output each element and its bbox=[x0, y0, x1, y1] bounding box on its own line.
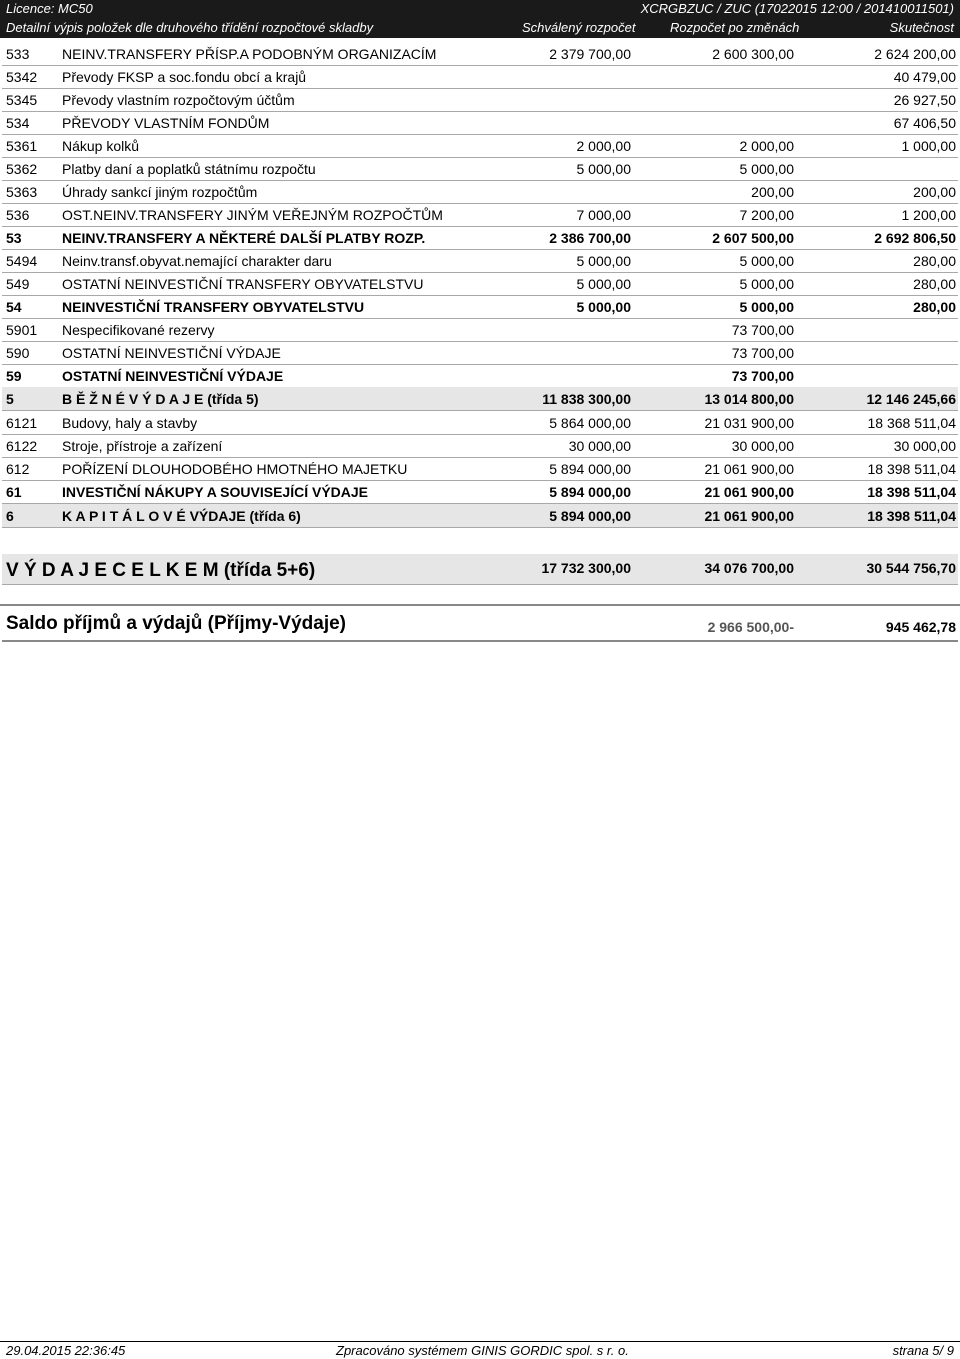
table-row bbox=[2, 295, 958, 319]
total-actual: 30 544 756,70 bbox=[866, 560, 956, 576]
row-approved-budget: 5 000,00 bbox=[576, 276, 631, 292]
table-row bbox=[2, 157, 958, 181]
row-actual: 200,00 bbox=[913, 184, 956, 200]
row-name: K A P I T Á L O V É VÝDAJE (třída 6) bbox=[62, 508, 301, 524]
row-code: 534 bbox=[6, 115, 30, 131]
row-budget-after-changes: 2 000,00 bbox=[739, 138, 794, 154]
row-approved-budget: 11 838 300,00 bbox=[542, 391, 631, 407]
table-row bbox=[2, 88, 958, 112]
row-approved-budget: 2 000,00 bbox=[576, 138, 631, 154]
row-budget-after-changes: 5 000,00 bbox=[739, 276, 794, 292]
row-code: 53 bbox=[6, 230, 22, 246]
row-budget-after-changes: 7 200,00 bbox=[739, 207, 794, 223]
row-name: OSTATNÍ NEINVESTIČNÍ VÝDAJE bbox=[62, 345, 281, 361]
row-name: NEINV.TRANSFERY PŘÍSP.A PODOBNÝM ORGANIZACÍM bbox=[62, 46, 437, 62]
row-actual: 18 398 511,04 bbox=[867, 508, 956, 524]
row-actual: 1 000,00 bbox=[901, 138, 956, 154]
row-code: 6 bbox=[6, 508, 14, 524]
column-header-budget-after-changes: Rozpočet po změnách bbox=[670, 20, 800, 35]
row-approved-budget: 2 379 700,00 bbox=[549, 46, 631, 62]
row-actual: 2 692 806,50 bbox=[874, 230, 956, 246]
row-name: Úhrady sankcí jiným rozpočtům bbox=[62, 184, 258, 200]
row-name: OSTATNÍ NEINVESTIČNÍ TRANSFERY OBYVATELSTVU bbox=[62, 276, 424, 292]
total-expenditure-row bbox=[2, 554, 958, 585]
row-approved-budget: 2 386 700,00 bbox=[549, 230, 631, 246]
row-code: 5901 bbox=[6, 322, 38, 338]
table-row bbox=[2, 318, 958, 342]
row-code: 6121 bbox=[6, 415, 38, 431]
row-budget-after-changes: 73 700,00 bbox=[731, 368, 794, 384]
row-budget-after-changes: 30 000,00 bbox=[731, 438, 794, 454]
table-row bbox=[2, 480, 958, 504]
table-row bbox=[2, 387, 958, 411]
table-row bbox=[2, 134, 958, 158]
row-name: Platby daní a poplatků státnímu rozpočtu bbox=[62, 161, 316, 177]
row-actual: 26 927,50 bbox=[893, 92, 956, 108]
column-header-actual: Skutečnost bbox=[889, 20, 954, 35]
row-budget-after-changes: 13 014 800,00 bbox=[704, 391, 794, 407]
row-actual: 67 406,50 bbox=[893, 115, 956, 131]
row-actual: 280,00 bbox=[913, 299, 956, 315]
row-name: B Ě Ž N É V Ý D A J E (třída 5) bbox=[62, 391, 259, 407]
licence-label: Licence: MC50 bbox=[6, 1, 93, 16]
row-budget-after-changes: 21 031 900,00 bbox=[704, 415, 794, 431]
row-actual: 280,00 bbox=[913, 276, 956, 292]
row-code: 61 bbox=[6, 484, 22, 500]
row-approved-budget: 5 894 000,00 bbox=[549, 484, 631, 500]
row-approved-budget: 5 894 000,00 bbox=[549, 461, 631, 477]
saldo-actual: 945 462,78 bbox=[885, 619, 956, 635]
row-name: Stroje, přístroje a zařízení bbox=[62, 438, 223, 454]
row-code: 5363 bbox=[6, 184, 38, 200]
row-budget-after-changes: 5 000,00 bbox=[739, 161, 794, 177]
row-name: NEINVESTIČNÍ TRANSFERY OBYVATELSTVU bbox=[62, 299, 365, 315]
row-name: POŘÍZENÍ DLOUHODOBÉHO HMOTNÉHO MAJETKU bbox=[62, 461, 408, 477]
row-code: 5362 bbox=[6, 161, 38, 177]
row-budget-after-changes: 2 607 500,00 bbox=[712, 230, 794, 246]
row-code: 536 bbox=[6, 207, 30, 223]
row-name: Budovy, haly a stavby bbox=[62, 415, 198, 431]
table-row bbox=[2, 180, 958, 204]
row-approved-budget: 5 000,00 bbox=[576, 253, 631, 269]
table-row bbox=[2, 504, 958, 528]
total-label: V Ý D A J E C E L K E M (třída 5+6) bbox=[6, 560, 316, 581]
row-code: 5361 bbox=[6, 138, 38, 154]
footer-processed-by: Zpracováno systémem GINIS GORDIC spol. s r. o. bbox=[336, 1343, 629, 1358]
report-header bbox=[0, 0, 960, 38]
row-budget-after-changes: 73 700,00 bbox=[731, 322, 794, 338]
row-budget-after-changes: 5 000,00 bbox=[739, 253, 794, 269]
row-code: 5 bbox=[6, 391, 14, 407]
row-actual: 18 398 511,04 bbox=[867, 484, 956, 500]
column-header-approved-budget: Schválený rozpočet bbox=[522, 20, 636, 35]
table-row bbox=[2, 411, 958, 435]
row-actual: 18 398 511,04 bbox=[867, 461, 956, 477]
row-name: Neinv.transf.obyvat.nemající charakter daru bbox=[62, 253, 332, 269]
row-code: 549 bbox=[6, 276, 30, 292]
row-approved-budget: 30 000,00 bbox=[568, 438, 631, 454]
saldo-budget-after-changes: 2 966 500,00- bbox=[707, 619, 794, 635]
row-actual: 18 368 511,04 bbox=[867, 415, 956, 431]
row-budget-after-changes: 21 061 900,00 bbox=[704, 484, 794, 500]
total-budget-after-changes: 34 076 700,00 bbox=[704, 560, 794, 576]
table-row bbox=[2, 272, 958, 296]
row-approved-budget: 5 000,00 bbox=[576, 299, 631, 315]
total-approved-budget: 17 732 300,00 bbox=[541, 560, 631, 576]
row-name: PŘEVODY VLASTNÍM FONDŮM bbox=[62, 115, 270, 131]
row-name: Nákup kolků bbox=[62, 138, 140, 154]
row-actual: 40 479,00 bbox=[893, 69, 956, 85]
row-approved-budget: 5 894 000,00 bbox=[549, 508, 631, 524]
table-row bbox=[2, 111, 958, 135]
row-code: 5345 bbox=[6, 92, 38, 108]
row-name: Převody FKSP a soc.fondu obcí a krajů bbox=[62, 69, 307, 85]
saldo-label: Saldo příjmů a výdajů (Příjmy-Výdaje) bbox=[6, 613, 346, 634]
saldo-divider bbox=[0, 604, 960, 606]
row-name: Nespecifikované rezervy bbox=[62, 322, 215, 338]
row-actual: 30 000,00 bbox=[893, 438, 956, 454]
footer-page-number: strana 5/ 9 bbox=[892, 1343, 954, 1358]
row-approved-budget: 5 000,00 bbox=[576, 161, 631, 177]
row-actual: 12 146 245,66 bbox=[866, 391, 956, 407]
row-name: INVESTIČNÍ NÁKUPY A SOUVISEJÍCÍ VÝDAJE bbox=[62, 484, 368, 500]
row-code: 5494 bbox=[6, 253, 38, 269]
row-code: 5342 bbox=[6, 69, 38, 85]
row-code: 590 bbox=[6, 345, 30, 361]
table-row bbox=[2, 341, 958, 365]
saldo-row bbox=[2, 610, 958, 642]
row-code: 533 bbox=[6, 46, 30, 62]
row-budget-after-changes: 200,00 bbox=[751, 184, 794, 200]
table-row bbox=[2, 65, 958, 89]
row-approved-budget: 5 864 000,00 bbox=[549, 415, 631, 431]
row-code: 612 bbox=[6, 461, 30, 477]
row-name: OSTATNÍ NEINVESTIČNÍ VÝDAJE bbox=[62, 368, 284, 384]
report-id: XCRGBZUC / ZUC (17022015 12:00 / 201410011501) bbox=[640, 1, 954, 16]
row-name: Převody vlastním rozpočtovým účtům bbox=[62, 92, 295, 108]
table-row bbox=[2, 364, 958, 388]
footer-timestamp: 29.04.2015 22:36:45 bbox=[6, 1343, 126, 1358]
row-approved-budget: 7 000,00 bbox=[576, 207, 631, 223]
row-budget-after-changes: 2 600 300,00 bbox=[712, 46, 794, 62]
table-row bbox=[2, 249, 958, 273]
report-subtitle: Detailní výpis položek dle druhového třídění rozpočtové skladby bbox=[6, 20, 374, 35]
row-actual: 2 624 200,00 bbox=[874, 46, 956, 62]
row-budget-after-changes: 5 000,00 bbox=[739, 299, 794, 315]
row-name: OST.NEINV.TRANSFERY JINÝM VEŘEJNÝM ROZPOČTŮM bbox=[62, 207, 443, 223]
table-row bbox=[2, 434, 958, 458]
row-actual: 1 200,00 bbox=[901, 207, 956, 223]
row-budget-after-changes: 73 700,00 bbox=[731, 345, 794, 361]
row-budget-after-changes: 21 061 900,00 bbox=[704, 508, 794, 524]
row-code: 6122 bbox=[6, 438, 38, 454]
row-code: 54 bbox=[6, 299, 22, 315]
report-footer bbox=[0, 1341, 960, 1359]
table-row bbox=[2, 203, 958, 227]
row-actual: 280,00 bbox=[913, 253, 956, 269]
table-row bbox=[2, 457, 958, 481]
row-budget-after-changes: 21 061 900,00 bbox=[704, 461, 794, 477]
table-row bbox=[2, 42, 958, 66]
row-code: 59 bbox=[6, 368, 22, 384]
row-name: NEINV.TRANSFERY A NĚKTERÉ DALŠÍ PLATBY ROZP. bbox=[62, 230, 426, 246]
table-row bbox=[2, 226, 958, 250]
